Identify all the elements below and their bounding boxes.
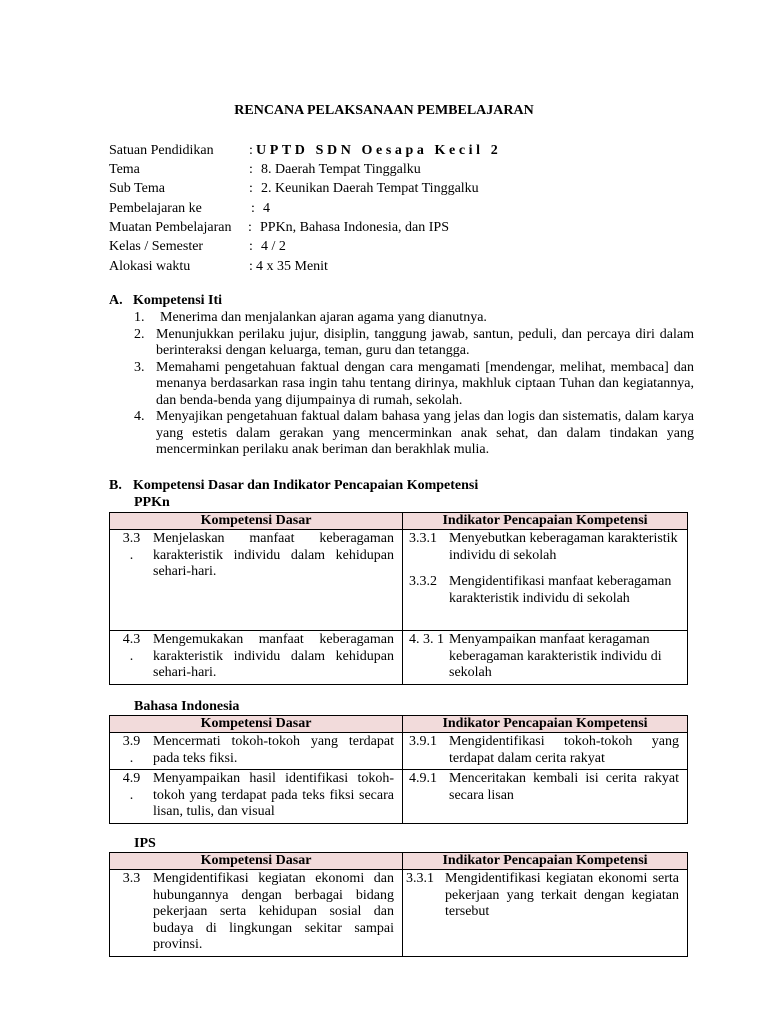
school-name: UPTD SDN Oesapa Kecil 2 (256, 143, 502, 158)
document-page: RENCANA PELAKSANAAN PEMBELAJARAN Satuan Pendidikan : UPTD SDN Oesapa Kecil 2 Tema : 8. Daerah Tempat Tinggalku Sub Tema : 2. Keunikan Daerah Tempat Tinggalku Pembelajaran ke : 4 Muatan Pembelajaran : PPKn, Bahasa Indonesia, dan IPS Kelas / Semester : 4 / 2 Alokasi waktu : 4 x 35 Menit A. Kompetensi Iti 1. Menerima dan menjalankan ajaran agama yang dianutnya. 2. Menunjukkan perilaku jujur, disiplin, tanggung jawab, santun, peduli, dan percaya diri dalam berinteraksi dengan keluarga, teman, guru dan tetangga. 3. Memahami pengetahuan faktual dengan cara mengamati [mendengar, melihat, membaca] dan menanya berdasarkan rasa ingin tahu tentang dirinya, makhluk ciptaan Tuhan dan kegiatannya, dan benda-benda yang dijumpainya di rumah, sekolah. 4. Menyajikan pengetahuan faktual dalam bahasa yang jelas dan logis dan sistematis, dalam karya yang estetis dalam gerakan yang mencerminkan anak sehat, dan dalam tindakan yang mencerminkan perilaku anak beriman dan berakhlak mulia. B. Kompetensi Dasar dan Indikator Pencapaian Kompetensi PPKn Kompetensi Dasar Indikator Pencapaian Kompetensi 3.3 . Menjelaskan manfaat keberagaman karakteristik individu dalam kehidupan sehari-hari. 3.3.1 Menyebutkan keberagaman karakteristik individu di sekolah 3.3.2 Mengidentifikasi manfaat keberagaman karakteristik individu di sekolah 4.3 . Mengemukakan manfaat keberagaman karakteristik individu dalam kehidupan sehari-hari. 4. 3. 1 Menyampaikan manfaat keragaman keberagaman karakteristik individu di sekolah Bahasa Indonesia Kompetensi Dasar Indikator Pencapaian Kompetensi 3.9 . Mencermati tokoh-tokoh yang terdapat pada teks fiksi. 3.9.1 Mengidentifikasi tokoh-tokoh yang terdapat dalam cerita rakyat 4.9 . Menyampaikan hasil identifikasi tokoh-tokoh yang terdapat pada teks fiksi secara lisan, tulis, dan visual 4.9.1 Menceritakan kembali isi cerita rakyat secara lisan IPS Kompetensi Dasar Indikator Pencapaian Kompetensi 3.3 Mengidentifikasi kegiatan ekonomi dan hubungannya dengan berbagai bidang pekerjaan serta kehidupan sosial dan budaya di lingkungan sekitar sampai provinsi. 3.3.1 Mengidentifikasi kegiatan ekonomi serta pekerjaan yang terkait dengan kegiatan tersebut (0, 0, 768, 1024)
kompetensi-inti-list (134, 310, 694, 459)
document-title: RENCANA PELAKSANAAN PEMBELAJARAN (234, 103, 534, 118)
table-ips (109, 852, 688, 957)
header-kompetensi-dasar: Kompetensi Dasar (110, 853, 403, 870)
section-b-heading: B. Kompetensi Dasar dan Indikator Pencapaian Kompetensi (109, 478, 479, 493)
subject-title-ips: IPS (134, 836, 156, 851)
header-kompetensi-dasar: Kompetensi Dasar (110, 716, 403, 733)
header-kompetensi-dasar: Kompetensi Dasar (110, 513, 403, 530)
table-row: 4.3 . Mengemukakan manfaat keberagaman karakteristik individu dalam kehidupan sehari-hari. 4. 3. 1 Menyampaikan manfaat keragaman keberagaman karakteristik individu di sekolah (110, 631, 688, 685)
section-a-heading: A. Kompetensi Iti (109, 293, 223, 308)
list-item: 4. Menyajikan pengetahuan faktual dalam bahasa yang jelas dan logis dan sistematis, dalam karya yang estetis dalam gerakan yang mencerminkan anak sehat, dan dalam tindakan yang mencerminkan perilaku anak beriman dan berakhlak mulia. (134, 409, 694, 457)
table-row: 3.3 Mengidentifikasi kegiatan ekonomi dan hubungannya dengan berbagai bidang pekerjaan serta kehidupan sosial dan budaya di lingkungan sekitar sampai provinsi. 3.3.1 Mengidentifikasi kegiatan ekonomi serta pekerjaan yang terkait dengan kegiatan tersebut (110, 870, 688, 957)
header-indikator: Indikator Pencapaian Kompetensi (403, 513, 688, 530)
table-ppkn (109, 512, 688, 685)
header-indikator: Indikator Pencapaian Kompetensi (403, 853, 688, 870)
list-item: 2. Menunjukkan perilaku jujur, disiplin, tanggung jawab, santun, peduli, dan percaya diri dalam berinteraksi dengan keluarga, teman, guru dan tetangga. (134, 326, 694, 358)
table-row: 3.3 . Menjelaskan manfaat keberagaman karakteristik individu dalam kehidupan sehari-hari. 3.3.1 Menyebutkan keberagaman karakteristik individu di sekolah 3.3.2 Mengidentifikasi manfaat keberagaman karakteristik individu di sekolah (110, 530, 688, 631)
subject-title-bahasa-indonesia: Bahasa Indonesia (134, 699, 240, 714)
subject-title-ppkn: PPKn (134, 495, 170, 510)
list-item: 1. Menerima dan menjalankan ajaran agama yang dianutnya. (134, 310, 487, 325)
header-indikator: Indikator Pencapaian Kompetensi (403, 716, 688, 733)
table-row: 3.9 . Mencermati tokoh-tokoh yang terdapat pada teks fiksi. 3.9.1 Mengidentifikasi tokoh-tokoh yang terdapat dalam cerita rakyat (110, 733, 688, 770)
table-bahasa-indonesia (109, 715, 688, 824)
table-row: 4.9 . Menyampaikan hasil identifikasi tokoh-tokoh yang terdapat pada teks fiksi secara lisan, tulis, dan visual 4.9.1 Menceritakan kembali isi cerita rakyat secara lisan (110, 770, 688, 824)
list-item: 3. Memahami pengetahuan faktual dengan cara mengamati [mendengar, melihat, membaca] dan menanya berdasarkan rasa ingin tahu tentang dirinya, makhluk ciptaan Tuhan dan kegiatannya, dan benda-benda yang dijumpainya di rumah, sekolah. (134, 359, 694, 408)
